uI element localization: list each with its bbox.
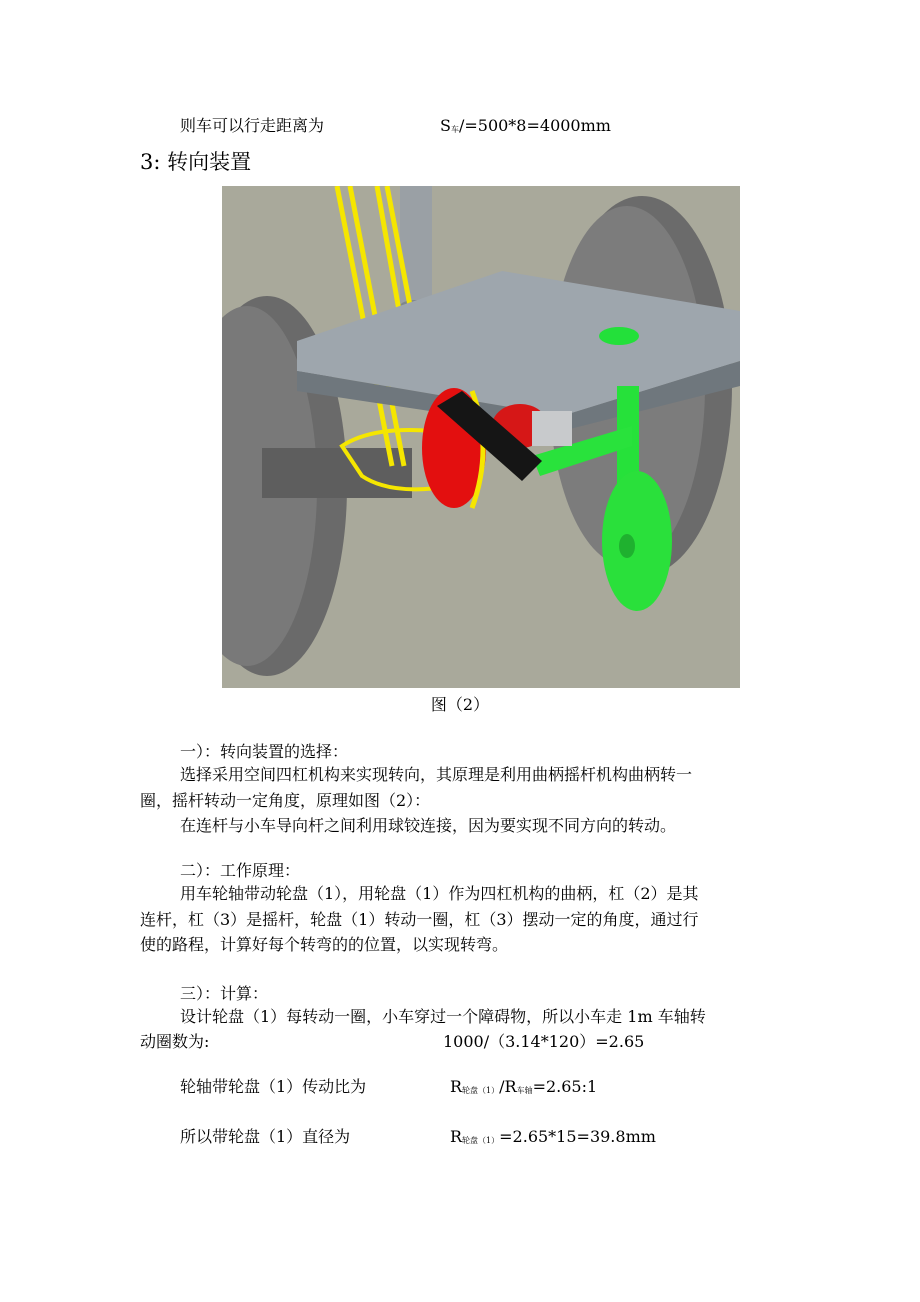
section2-title: 二）：工作原理： xyxy=(180,861,301,880)
section3-line1: 设计轮盘（1）每转动一圈，小车穿过一个障碍物，所以小车走 1m 车轴转 xyxy=(180,1007,706,1026)
section1-para2: 在连杆与小车导向杆之间利用球铰连接，因为要实现不同方向的转动。 xyxy=(180,816,677,835)
diameter-formula: $R_{轮盘(1)}=2.65*15=39.8mm$ xyxy=(450,1127,656,1146)
section1-para1-line1: 选择采用空间四杠机构来实现转向，其原理是利用曲柄摇杆机构曲柄转一 xyxy=(180,765,693,784)
figure-caption: 图（2） xyxy=(430,695,490,714)
section1-para1-line2: 圈，摇杆转动一定角度，原理如图（2）： xyxy=(140,791,431,810)
ratio-formula: $R_{轮盘(1)}/R_{车轴}=2.65:1$ xyxy=(450,1077,598,1096)
section3-title: 三）：计算： xyxy=(180,984,269,1003)
figure-steering-model xyxy=(222,186,740,688)
rotation-count-formula: 1000/（3.14*120）=2.65 xyxy=(443,1032,645,1051)
section2-line3: 使的路程，计算好每个转弯的的位置，以实现转弯。 xyxy=(140,935,509,954)
steering-model-illustration xyxy=(222,186,740,688)
section1-title: 一）：转向装置的选择： xyxy=(180,742,349,761)
ratio-label: 轮轴带轮盘（1）传动比为 xyxy=(180,1077,367,1096)
section2-line1: 用车轮轴带动轮盘（1），用轮盘（1）作为四杠机构的曲柄，杠（2）是其 xyxy=(180,884,699,903)
diameter-label: 所以带轮盘（1）直径为 xyxy=(180,1127,351,1146)
section3-line2-label: 动圈数为: xyxy=(140,1032,210,1051)
section2-line2: 连杆，杠（3）是摇杆，轮盘（1）转动一圈，杠（3）摆动一定的角度，通过行 xyxy=(140,910,699,929)
section-heading: 3: 转向装置 xyxy=(140,150,252,174)
guide-wheel xyxy=(602,471,672,611)
pivot-cap xyxy=(599,327,639,345)
distance-formula: $S_车/=500*8=4000mm$ xyxy=(440,116,611,135)
distance-label: 则车可以行走距离为 xyxy=(180,116,325,135)
